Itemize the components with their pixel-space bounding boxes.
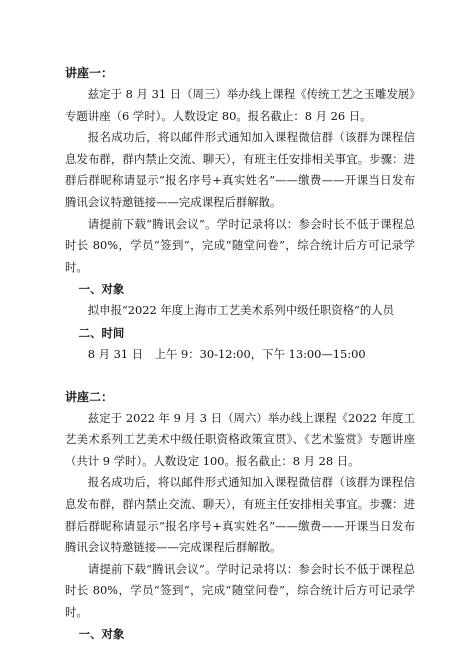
lecture2-credit-paragraph: 请提前下载“腾讯会议”。学时记录将以：参会时长不低于课程总时长 80%，学员“签到”，完成“随堂问卷”，综合统计后方可记录学时。 — [65, 561, 415, 619]
lecture2-heading: 讲座二： — [65, 389, 114, 404]
document-body — [65, 62, 415, 645]
lecture1-time-text: 8 月 31 日 上午 9：30-12:00，下午 13:00—15:00 — [87, 346, 366, 361]
lecture1-intro-paragraph: 兹定于 8 月 31 日（周三）举办线上课程《传统工艺之玉雕发展》专题讲座（6 学时）。人数设定 80。报名截止：8 月 26 日。 — [65, 87, 415, 123]
lecture1-time-heading: 二、时间 — [78, 325, 125, 340]
lecture2-registration-paragraph: 报名成功后，将以邮件形式通知加入课程微信群（该群为课程信息发布群，群内禁止交流、聊天），有班主任安排相关事宜。步骤：进群后群昵称请显示“报名序号+真实姓名”——缴费——开课当日发布腾讯会议特邀链接——完成课程后群解散。 — [65, 475, 415, 555]
section-spacer — [65, 366, 415, 386]
lecture1-target-heading: 一、对象 — [78, 282, 125, 297]
lecture1-heading: 讲座一： — [65, 66, 114, 80]
lecture1-target-text: 拟申报“2022 年度上海市工艺美术系列中级任职资格”的人员 — [87, 303, 395, 318]
lecture1-credit-paragraph: 请提前下载“腾讯会议”。学时记录将以：参会时长不低于课程总时长 80%，学员“签到”，完成“随堂问卷”，综合统计后方可记录学时。 — [65, 216, 415, 274]
lecture1-registration-paragraph: 报名成功后，将以邮件形式通知加入课程微信群（该群为课程信息发布群，群内禁止交流、聊天），有班主任安排相关事宜。步骤：进群后群昵称请显示“报名序号+真实姓名”——缴费——开课当日发布腾讯会议特邀链接——完成课程后群解散。 — [65, 130, 415, 209]
lecture2-target-heading: 一、对象 — [78, 627, 125, 642]
lecture2-intro-paragraph: 兹定于 2022 年 9 月 3 日（周六）举办线上课程《2022 年度工艺美术系列工艺美术中级任职资格政策宣贯》、《艺术鉴赏》专题讲座（共计 9 学时）。人数设定 100。报名截止：8 月 28 日。 — [65, 410, 415, 468]
